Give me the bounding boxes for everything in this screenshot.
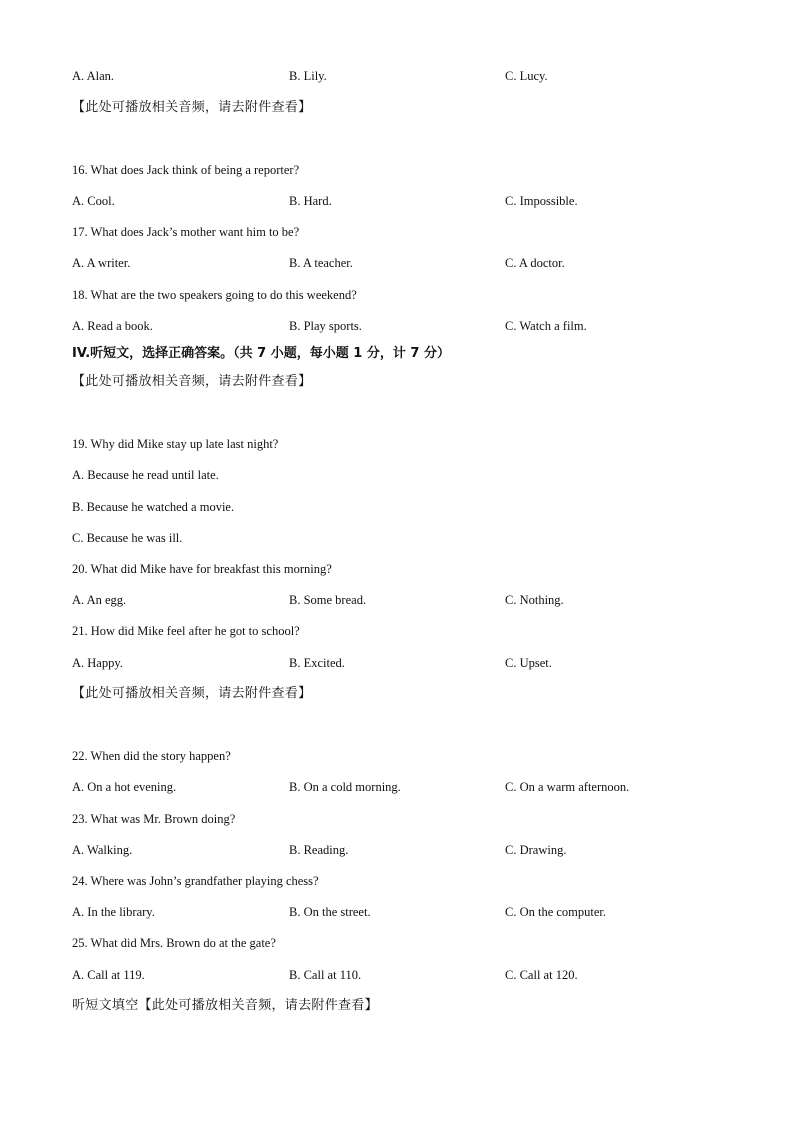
q16-option-c: C. Impossible.	[505, 194, 578, 208]
q20-option-b: B. Some bread.	[289, 593, 367, 607]
q21-option-b: B. Excited.	[289, 656, 345, 670]
q18-option-c: C. Watch a film.	[505, 319, 587, 333]
q23-option-a: A. Walking.	[72, 843, 133, 857]
q22-options	[72, 779, 752, 795]
q17-option-c: C. A doctor.	[505, 256, 565, 270]
q21-option-c: C. Upset.	[505, 656, 552, 670]
q16-option-b: B. Hard.	[289, 194, 332, 208]
q24-option-a: A. In the library.	[72, 905, 155, 919]
question-23: 23. What was Mr. Brown doing?	[72, 812, 236, 826]
q16-option-a: A. Cool.	[72, 194, 115, 208]
q22-option-c: C. On a warm afternoon.	[505, 780, 630, 794]
question-24: 24. Where was John’s grandfather playing chess?	[72, 874, 319, 888]
audio-note-2: 【此处可播放相关音频，请去附件查看】	[72, 374, 312, 389]
q24-option-b: B. On the street.	[289, 905, 371, 919]
audio-note-1: 【此处可播放相关音频，请去附件查看】	[72, 100, 312, 115]
q22-option-a: A. On a hot evening.	[72, 780, 177, 794]
q17-option-a: A. A writer.	[72, 256, 131, 270]
question-21: 21. How did Mike feel after he got to school?	[72, 624, 300, 638]
q15-option-a: A. Alan.	[72, 69, 115, 83]
question-25: 25. What did Mrs. Brown do at the gate?	[72, 936, 276, 950]
question-19: 19. Why did Mike stay up late last night?	[72, 437, 279, 451]
q24-options	[72, 904, 752, 920]
q25-option-a: A. Call at 119.	[72, 968, 145, 982]
fill-in-audio-note: 听短文填空【此处可播放相关音频，请去附件查看】	[72, 998, 378, 1013]
q20-option-c: C. Nothing.	[505, 593, 564, 607]
q21-options	[72, 655, 752, 671]
q20-options	[72, 592, 752, 608]
question-22: 22. When did the story happen?	[72, 749, 231, 763]
q18-options	[72, 318, 752, 334]
q24-option-c: C. On the computer.	[505, 905, 607, 919]
q18-option-b: B. Play sports.	[289, 319, 362, 333]
q19-option-a: A. Because he read until late.	[72, 468, 219, 482]
q23-option-c: C. Drawing.	[505, 843, 567, 857]
q19-option-c: C. Because he was ill.	[72, 531, 183, 545]
q25-option-b: B. Call at 110.	[289, 968, 362, 982]
question-20: 20. What did Mike have for breakfast this morning?	[72, 562, 332, 576]
q23-options	[72, 842, 752, 858]
q25-options	[72, 967, 752, 983]
q17-option-b: B. A teacher.	[289, 256, 353, 270]
q15-options	[72, 68, 752, 84]
q21-option-a: A. Happy.	[72, 656, 123, 670]
question-16: 16. What does Jack think of being a reporter?	[72, 163, 300, 177]
q17-options	[72, 255, 752, 271]
section-4-heading: IV.听短文，选择正确答案。（共 7 小题，每小题 1 分，计 7 分）	[72, 346, 450, 361]
q15-option-b: B. Lily.	[289, 69, 327, 83]
q25-option-c: C. Call at 120.	[505, 968, 578, 982]
q23-option-b: B. Reading.	[289, 843, 349, 857]
q19-option-b: B. Because he watched a movie.	[72, 500, 235, 514]
q22-option-b: B. On a cold morning.	[289, 780, 401, 794]
audio-note-3: 【此处可播放相关音频，请去附件查看】	[72, 686, 312, 701]
q18-option-a: A. Read a book.	[72, 319, 153, 333]
q20-option-a: A. An egg.	[72, 593, 127, 607]
q16-options	[72, 193, 752, 209]
question-18: 18. What are the two speakers going to do this weekend?	[72, 288, 357, 302]
q15-option-c: C. Lucy.	[505, 69, 548, 83]
question-17: 17. What does Jack’s mother want him to be?	[72, 225, 300, 239]
